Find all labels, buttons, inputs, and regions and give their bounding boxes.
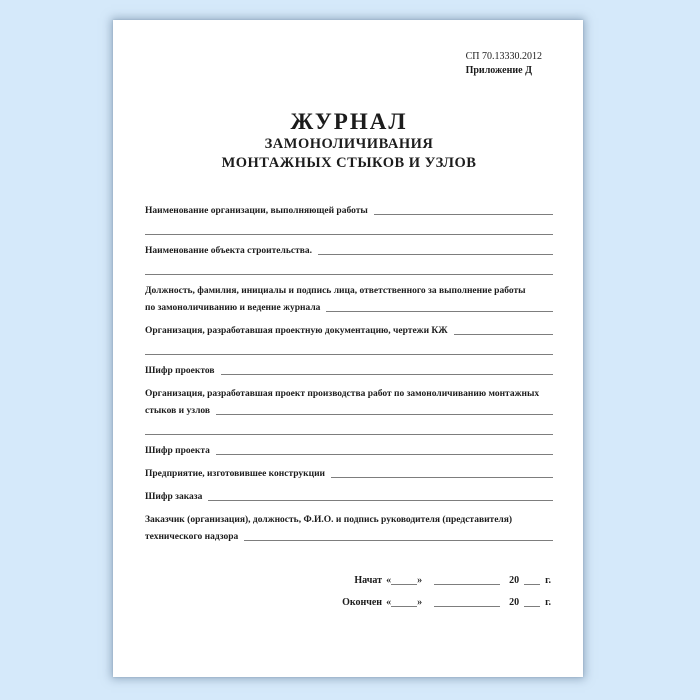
field-label: по замоноличиванию и ведение журнала: [145, 303, 321, 313]
open-quote: «: [386, 597, 392, 608]
blank-underline-full-width: [145, 420, 553, 437]
journal-cover-page: [113, 20, 583, 677]
form-field: [145, 323, 553, 357]
date-finished-label: Окончен: [342, 597, 383, 608]
field-label: Шифр заказа: [145, 492, 203, 502]
form-field: [145, 243, 553, 277]
field-label: Организация, разработавшая проект производства работ по замоноличиванию монтажных: [145, 389, 540, 399]
blank-underline: [208, 500, 553, 501]
year-blank-underline: [524, 584, 540, 585]
title-block: [145, 109, 553, 173]
form-field: [145, 363, 553, 380]
field-row: [145, 283, 553, 300]
field-row: [145, 386, 553, 403]
journal-subtitle-line1: ЗАМОНОЛИЧИВАНИЯ: [264, 136, 434, 152]
blank-underline-full-width: [145, 340, 553, 357]
journal-subtitle-line2: МОНТАЖНЫХ СТЫКОВ И УЗЛОВ: [221, 155, 477, 171]
blank-underline: [216, 454, 553, 455]
document-reference-block: [466, 50, 542, 78]
blank-underline: [216, 414, 553, 415]
field-label: стыков и узлов: [145, 406, 211, 416]
year-blank-underline: [524, 606, 540, 607]
field-row: [145, 203, 553, 220]
blank-underline: [318, 254, 553, 255]
blank-underline: [244, 540, 553, 541]
field-label: Шифр проекта: [145, 446, 210, 456]
field-row: [145, 529, 553, 546]
form-fields: [145, 203, 553, 546]
blank-underline: [326, 311, 553, 312]
month-blank-underline: [434, 584, 500, 585]
journal-title: ЖУРНАЛ: [290, 109, 408, 134]
standard-reference: СП 70.13330.2012: [465, 51, 542, 62]
month-blank-underline: [434, 606, 500, 607]
form-field: [145, 283, 553, 317]
form-field: [145, 489, 553, 506]
blank-underline: [331, 477, 553, 478]
field-row: [145, 323, 553, 340]
field-row: [145, 512, 553, 529]
field-label: Наименование организации, выполняющей работы: [145, 206, 368, 216]
form-field: [145, 466, 553, 483]
blank-underline: [374, 214, 553, 215]
form-field: [145, 203, 553, 237]
field-row: [145, 243, 553, 260]
date-started-label: Начат: [354, 575, 383, 586]
field-label: Шифр проектов: [145, 366, 215, 376]
appendix-label: Приложение Д: [465, 65, 532, 76]
form-field: [145, 443, 553, 460]
blank-underline-full-width: [145, 220, 553, 237]
field-label: Наименование объекта строительства.: [145, 246, 312, 256]
dates-block: [145, 572, 551, 611]
year-suffix: г.: [545, 597, 551, 608]
day-blank-underline: [391, 606, 417, 607]
field-label: Предприятие, изготовившее конструкции: [145, 469, 326, 479]
year-century: 20: [509, 597, 520, 608]
field-label: Организация, разработавшая проектную документацию, чертежи КЖ: [145, 326, 448, 336]
date-finished-row: [145, 594, 551, 611]
form-field: [145, 512, 553, 546]
day-blank-underline: [391, 584, 417, 585]
close-quote: »: [417, 597, 423, 608]
close-quote: »: [417, 575, 423, 586]
field-row: [145, 403, 553, 420]
field-label: Заказчик (организация), должность, Ф.И.О. и подпись руководителя (представителя): [145, 515, 513, 525]
field-row: [145, 300, 553, 317]
field-label: технического надзора: [145, 532, 239, 542]
year-century: 20: [509, 575, 520, 586]
field-row: [145, 443, 553, 460]
form-field: [145, 386, 553, 437]
blank-underline-full-width: [145, 260, 553, 277]
field-row: [145, 466, 553, 483]
blank-underline: [454, 334, 553, 335]
open-quote: «: [386, 575, 392, 586]
field-row: [145, 363, 553, 380]
field-row: [145, 489, 553, 506]
blank-underline: [221, 374, 553, 375]
date-started-row: [145, 572, 551, 589]
year-suffix: г.: [545, 575, 551, 586]
field-label: Должность, фамилия, инициалы и подпись лица, ответственного за выполнение работы: [145, 286, 526, 296]
